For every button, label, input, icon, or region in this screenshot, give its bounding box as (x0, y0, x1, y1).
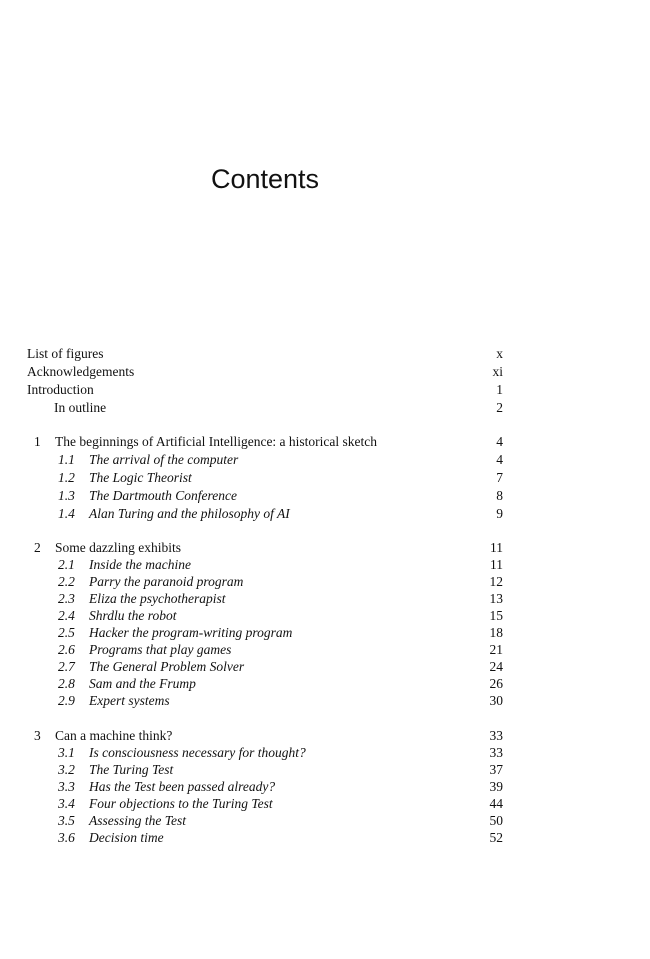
section-title: Decision time (89, 830, 164, 845)
section-title: Assessing the Test (89, 813, 187, 828)
toc-chapter-2 (0, 539, 650, 557)
section-number: 3.4 (58, 796, 75, 811)
toc-entry-in-outline (0, 399, 650, 417)
section-title: Inside the machine (89, 557, 191, 572)
chapter-page: 11 (490, 540, 503, 555)
toc-section (0, 692, 650, 710)
section-page: 26 (489, 676, 503, 691)
section-page: 24 (489, 659, 503, 674)
toc-section (0, 795, 650, 813)
toc-section (0, 469, 650, 487)
toc-section (0, 487, 650, 505)
toc-section (0, 658, 650, 676)
section-title: The arrival of the computer (89, 452, 239, 467)
section-page: 7 (496, 470, 503, 485)
toc-entry-page: 1 (496, 382, 503, 397)
section-number: 1.3 (58, 488, 75, 503)
section-title: Programs that play games (89, 642, 232, 657)
section-number: 2.5 (58, 625, 75, 640)
section-page: 50 (489, 813, 503, 828)
section-title: Has the Test been passed already? (89, 779, 276, 794)
section-number: 3.5 (58, 813, 75, 828)
section-page: 33 (489, 745, 503, 760)
section-page: 13 (489, 591, 503, 606)
toc-section (0, 812, 650, 830)
section-number: 2.8 (58, 676, 75, 691)
toc-chapter-1 (0, 433, 650, 451)
toc-entry-page: x (496, 346, 503, 361)
toc-section (0, 641, 650, 659)
section-page: 30 (489, 693, 503, 708)
toc-entry-label: Introduction (27, 382, 94, 397)
section-page: 21 (489, 642, 503, 657)
toc-entry-label: List of figures (27, 346, 104, 361)
toc-section (0, 607, 650, 625)
section-title: Parry the paranoid program (89, 574, 244, 589)
toc-section (0, 590, 650, 608)
section-number: 1.2 (58, 470, 75, 485)
toc-section (0, 573, 650, 591)
toc-section (0, 505, 650, 523)
toc-section (0, 778, 650, 796)
toc-entry-introduction (0, 381, 650, 399)
section-number: 2.4 (58, 608, 75, 623)
toc-entry-label: In outline (54, 400, 107, 415)
section-number: 2.1 (58, 557, 75, 572)
section-title: The Dartmouth Conference (89, 488, 237, 503)
section-page: 18 (489, 625, 503, 640)
section-title: The General Problem Solver (89, 659, 245, 674)
section-page: 52 (489, 830, 503, 845)
chapter-number: 1 (34, 434, 41, 449)
toc-entry-list-of-figures (0, 345, 650, 363)
toc-section (0, 451, 650, 469)
toc-section (0, 829, 650, 847)
section-title: Sam and the Frump (89, 676, 196, 691)
chapter-number: 3 (34, 728, 41, 743)
section-number: 1.4 (58, 506, 75, 521)
section-page: 15 (489, 608, 503, 623)
section-title: Four objections to the Turing Test (89, 796, 273, 811)
toc-section (0, 675, 650, 693)
section-page: 44 (489, 796, 503, 811)
toc-entry-acknowledgements (0, 363, 650, 381)
section-number: 2.6 (58, 642, 75, 657)
section-page: 4 (496, 452, 503, 467)
section-title: Is consciousness necessary for thought? (89, 745, 306, 760)
section-page: 8 (496, 488, 503, 503)
section-page: 11 (490, 557, 503, 572)
page-title: Contents (210, 164, 320, 194)
toc-section (0, 624, 650, 642)
section-number: 2.2 (58, 574, 75, 589)
section-title: Hacker the program-writing program (89, 625, 293, 640)
toc-section (0, 761, 650, 779)
section-title: Alan Turing and the philosophy of AI (89, 506, 290, 521)
chapter-title: Can a machine think? (55, 728, 173, 743)
section-number: 3.2 (58, 762, 75, 777)
chapter-title: The beginnings of Artificial Intelligence: a historical sketch (55, 434, 378, 449)
toc-chapter-3 (0, 727, 650, 745)
section-number: 3.1 (58, 745, 75, 760)
toc-section (0, 744, 650, 762)
section-number: 2.9 (58, 693, 75, 708)
section-number: 3.3 (58, 779, 75, 794)
chapter-page: 33 (489, 728, 503, 743)
section-page: 37 (489, 762, 503, 777)
section-number: 2.3 (58, 591, 75, 606)
toc-entry-label: Acknowledgements (27, 364, 135, 379)
toc-section (0, 556, 650, 574)
section-title: The Turing Test (89, 762, 174, 777)
section-page: 9 (496, 506, 503, 521)
section-page: 12 (489, 574, 503, 589)
toc-entry-page: xi (492, 364, 503, 379)
section-number: 2.7 (58, 659, 75, 674)
section-number: 3.6 (58, 830, 75, 845)
chapter-number: 2 (34, 540, 41, 555)
section-title: Expert systems (89, 693, 170, 708)
section-title: Eliza the psychotherapist (89, 591, 226, 606)
chapter-title: Some dazzling exhibits (55, 540, 181, 555)
section-title: Shrdlu the robot (89, 608, 177, 623)
section-page: 39 (489, 779, 503, 794)
section-number: 1.1 (58, 452, 75, 467)
toc-entry-page: 2 (496, 400, 503, 415)
chapter-page: 4 (496, 434, 503, 449)
section-title: The Logic Theorist (89, 470, 192, 485)
